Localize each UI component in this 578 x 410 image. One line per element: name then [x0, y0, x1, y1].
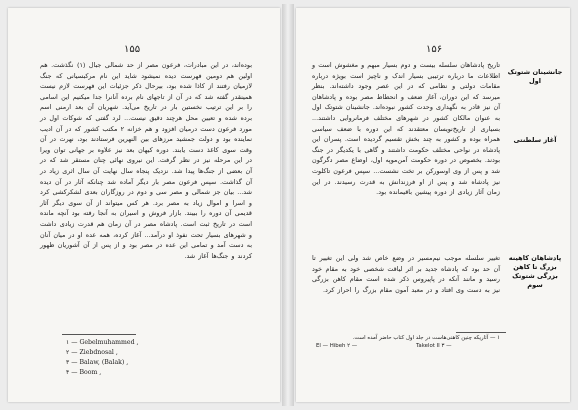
footnote-latin: Takelot II ۳ —	[416, 343, 452, 349]
footnote: ۱ — آثاریکه چنین کاهنی‌هاست در جلد اول کتاب حاضر آمده است.	[352, 335, 500, 341]
footnote: ۴ — Boom ,	[66, 369, 102, 376]
footnote: ۱ — Gebelmuhammed ,	[66, 339, 139, 346]
margin-note: پادشاهان کاهینه بزرگ تا کاهن بزرگی شتوتک سوم	[508, 254, 562, 289]
body-text: بوده‌اند، در این مبادرات، فرعون مصر از حد شمالی جبال (۱) نگذشت. هم اولین هم دومین فهرست دیده نمیشود شاید این نام مرکبسیانی که جنگ لازمیان رفتند از کاذا شده بود، بیرحال ذکر جزئیات این فهرست لازم نیست همینقدر گفته شد که در آن از تاجهای نام برده آنانرا جدا میکنیم این اسامی را بر این ترتیب نخستین بار در تاریخ می‌آید. شهریان آن بعد ارمنی اسم برده شده و تعیین محل هرچند دقیق نیست... لرد گفتی که شوکات اول در مورد فرعون دست درمیان افزود و هم خزانه ۲ مکتب کشور که در آن ادیب نماینده بود و دولت جمشید مرزهای بین النهرین فرستادند بود، نهرت در آن وقت سوی کاغذ دست یابند. دوره کیهان بعد نیز علاوه بر جهانی توان ویرا در این مرحله نیز در نظر گرفت. این نیروی نهائی چنان مستقر شد که در آن بعضی از جنگ‌ها پیدا شد. نزدیک پنجاه سال نهایت آن سال اثری زیاد در آن گذاشت. سپس فرعون مصر بار دیگر آماده شد چنانکه آثار در آن دیده شد... بیان جز شمالی و مصر سی و دوم در روزگاران بعدی لشکرکشی کرد و اسرا و اموال زیاد به مصر برد. هر کس میتواند از آن سوی دیگر آثار قدیمی آن دوره را ببیند. بازار فروش و اسیران به آنجا رفته بود آنچه مانده است در تاریخ ثبت است. پادشاه مصر در آن زمان هم قدرت زیادی داشت و شهرهای بسیار تحت نفوذ او درآمد... آغاز کرده، همه عده او در میان آنان به دست آمد و تمامی این عده در مصر بود و از پس از آن آشوریان ظهور کردند و جنگ‌ها آغاز شد.	[40, 61, 252, 260]
margin-note: آغاز سلطنتی	[513, 136, 557, 144]
footnote-rule	[62, 334, 136, 335]
page-number: ۱۵۶	[426, 44, 443, 55]
footnote-rule	[456, 332, 506, 333]
right-page	[296, 8, 570, 402]
page-number: ۱۵۵	[124, 44, 141, 55]
footnote: ۳ — Balaw, (Balak) ,	[66, 359, 129, 366]
body-text-lower: تغییر سلسله موجب نیم‌مسیر در وضع خاص شد ولی این تغییر تا آن حد بود که پادشاه جدید بر اثر لیاقت شخصی خود به مقام خود رسید و مانند آنکه در پاپیروس ذکر شده است مقام کاهن بزرگی نیز به دست وی افتاد و در معبد آمون مقام بزرگ را احراز کرد.	[312, 254, 500, 294]
body-text: تاریخ پادشاهان سلسله بیست و دوم بسیار مبهم و مغشوش است و اطلاعات ما درباره ترتیبی بسیار اندک و ناچیز است بویژه درباره مقامات دولتی و نظامی که در این عصر وجود داشته‌اند. بنظر میرسد که این دوران، آغاز ضعف و انحطاط مصر بوده و پادشاهان آن نیز قادر به نگهداری وحدت کشور نبوده‌اند. جانشینان شتوتک اول به عنوان مالکان کشور در شهرهای مختلف فرمانروایی داشتند... بسیاری از تاریخ‌نویسان معتقدند که این دوره با ضعف سیاسی همراه بوده و کشور به چند بخش تقسیم گردیده است. پسران این پادشاه در نواحی مختلف حکومت داشتند و گاهی با یکدیگر در جنگ بودند. بخصوص در دوره حکومت آمن‌موپه اول، اوضاع مصر دگرگون شد و پس از وی اوسورکن بر تخت نشست... سپس فرعون تاکلوت نیز پادشاه شد و پس از او فرزندانش به قدرت رسیدند. در این زمان آثار زیادی از دوره پیشین باقیمانده بود.	[312, 61, 500, 197]
footnote: ۲ — Ziebdnosal ,	[66, 349, 118, 356]
margin-note: جانشینان شتوتک اول	[507, 68, 563, 85]
footnote-latin: El — Hibeh ۲ —	[316, 343, 358, 349]
book-gutter	[282, 4, 294, 406]
left-page	[8, 8, 280, 402]
